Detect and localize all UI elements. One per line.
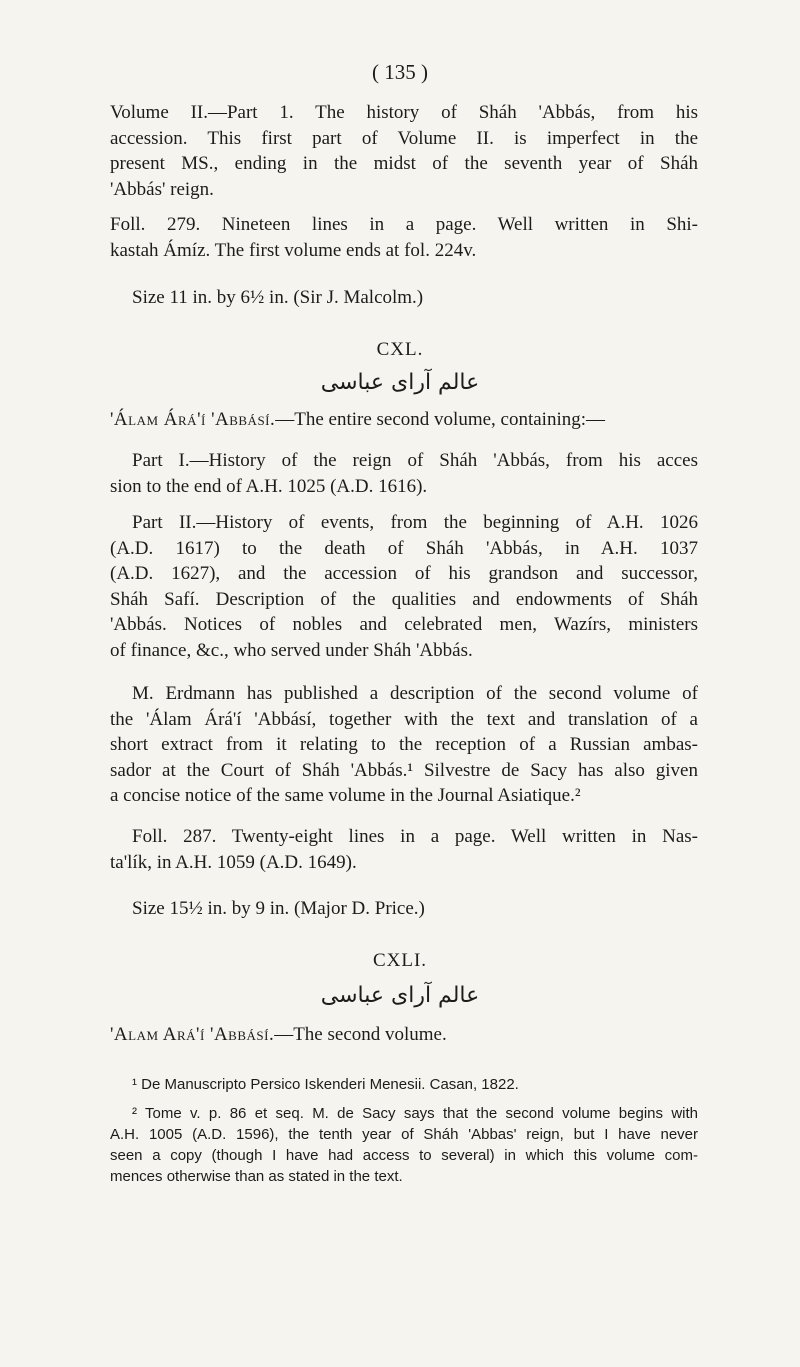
footnote-1: ¹ De Manuscripto Persico Iskenderi Menesii. Casan, 1822. — [132, 1076, 519, 1093]
text-line: accession. This first part of Volume II. is imperfect in the — [110, 127, 698, 149]
section-heading-cxli: CXLI. — [372, 950, 428, 971]
paragraph-part-ii — [110, 510, 698, 663]
footnote-2-line: mences otherwise than as stated in the text. — [110, 1168, 403, 1185]
paragraph-part-i — [110, 448, 698, 499]
text-line: Part II.—History of events, from the beginning of A.H. 1026 — [132, 512, 698, 533]
title-rest: —The second volume. — [274, 1024, 447, 1045]
text-line: 'Abbás' reign. — [110, 178, 214, 200]
footnote-2-line: seen a copy (though I have had access to several) in which this volume com- — [110, 1147, 698, 1164]
paragraph-size-cxl — [110, 896, 698, 922]
text-line: Size 15½ in. by 9 in. (Major D. Price.) — [132, 898, 425, 919]
text-line: M. Erdmann has published a description of the second volume of — [132, 683, 698, 704]
paragraph-erdmann — [110, 681, 698, 809]
text-line: (A.D. 1617) to the death of Sháh 'Abbás, in A.H. 1037 — [110, 537, 698, 559]
footnote-2-line: ² Tome v. p. 86 et seq. M. de Sacy says that the second volume begins with — [132, 1105, 698, 1122]
text-line: sador at the Court of Sháh 'Abbás.¹ Silvestre de Sacy has also given — [110, 759, 698, 781]
text-line: Foll. 279. Nineteen lines in a page. Well written in Shi- — [110, 214, 698, 235]
entry-title-cxli — [110, 1022, 698, 1048]
text-line: a concise notice of the same volume in the Journal Asiatique.² — [110, 785, 581, 806]
text-line: Sháh Safí. Description of the qualities and endowments of Sháh — [110, 588, 698, 610]
section-heading-cxl: CXL. — [376, 339, 424, 360]
text-line: sion to the end of A.H. 1025 (A.D. 1616). — [110, 475, 428, 497]
text-line: kastah Ámíz. The first volume ends at fol. 224v. — [110, 239, 477, 261]
title-rest: —The entire second volume, containing:— — [275, 409, 606, 430]
footnotes — [110, 1074, 698, 1187]
arabic-title: عالم آرای عباسی — [320, 983, 480, 1008]
paragraph-folio-cxl — [110, 824, 698, 875]
text-line: 'Abbás. Notices of nobles and celebrated men, Wazírs, ministers — [110, 614, 698, 635]
text-line: present MS., ending in the midst of the seventh year of Sháh — [110, 153, 698, 174]
text-line: (A.D. 1627), and the accession of his grandson and successor, — [110, 563, 698, 584]
page-number: ( 135 ) — [372, 60, 428, 84]
text-line: the 'Álam Árá'í 'Abbásí, together with the text and translation of a — [110, 708, 698, 730]
paragraph-folio — [110, 212, 698, 263]
text-line: of finance, &c., who served under Sháh 'Abbás. — [110, 639, 473, 661]
title-caps: 'Alam Ará'í 'Abbásí. — [110, 1024, 275, 1045]
paragraph-size — [110, 285, 698, 311]
text-line: Volume II.—Part 1. The history of Sháh 'Abbás, from his — [110, 102, 698, 123]
text-line: ta'lík, in A.H. 1059 (A.D. 1649). — [110, 851, 357, 873]
text-line: Foll. 287. Twenty-eight lines in a page. Well written in Nas- — [132, 826, 698, 847]
paragraph-volume-ii — [110, 100, 698, 202]
text-line: short extract from it relating to the reception of a Russian ambas- — [110, 734, 698, 755]
text-line: Part I.—History of the reign of Sháh 'Abbás, from his acces — [132, 450, 698, 471]
footnote-2-line: A.H. 1005 (A.D. 1596), the tenth year of Sháh 'Abbas' reign, but I have never — [110, 1126, 698, 1143]
title-caps: 'Álam Árá'í 'Abbásí. — [110, 409, 276, 430]
arabic-title: عالم آرای عباسی — [320, 370, 480, 395]
text-line: Size 11 in. by 6½ in. (Sir J. Malcolm.) — [132, 287, 424, 308]
entry-title-cxl — [110, 407, 698, 433]
